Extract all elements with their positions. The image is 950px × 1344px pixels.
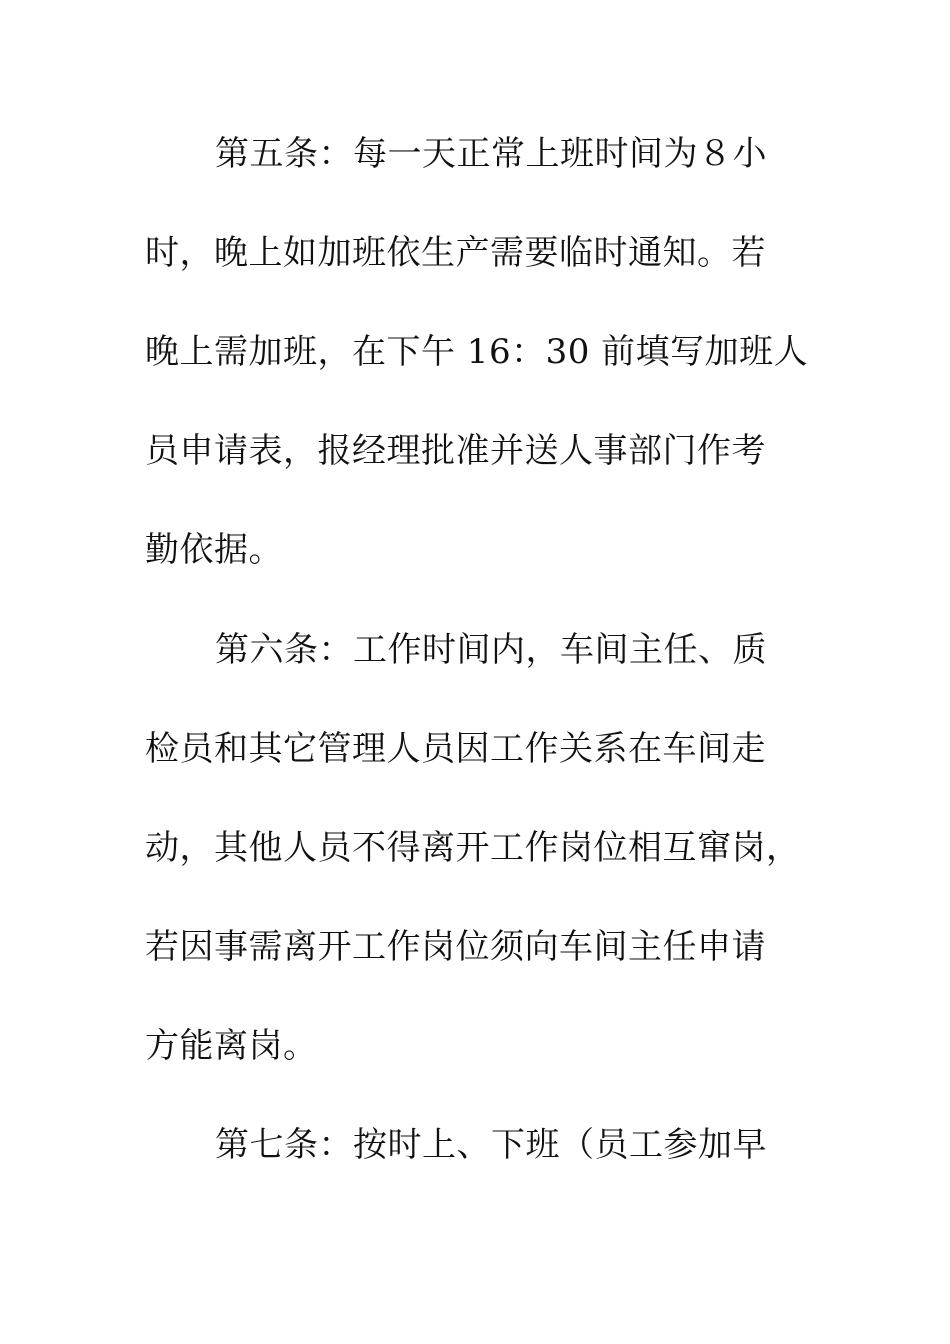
paragraph-article-5-line-4: 员申请表，报经理批准并送人事部门作考 — [145, 431, 766, 471]
paragraph-article-5-line-1: 第五条：每一天正常上班时间为８小 — [215, 134, 767, 174]
paragraph-article-5-line-3: 晚上需加班，在下午 16：30 前填写加班人 — [145, 332, 809, 372]
paragraph-article-6-line-3: 动，其他人员不得离开工作岗位相互窜岗， — [145, 828, 801, 868]
paragraph-article-6-line-2: 检员和其它管理人员因工作关系在车间走 — [145, 729, 766, 769]
paragraph-article-6-line-4: 若因事需离开工作岗位须向车间主任申请 — [145, 927, 766, 967]
paragraph-article-6-line-5: 方能离岗。 — [145, 1026, 318, 1066]
paragraph-article-6-line-1: 第六条：工作时间内，车间主任、质 — [215, 630, 767, 670]
paragraph-article-5-line-2: 时，晚上如加班依生产需要临时通知。若 — [145, 233, 766, 273]
paragraph-article-5-line-5: 勤依据。 — [145, 530, 283, 570]
paragraph-article-7-line-1: 第七条：按时上、下班（员工参加早 — [215, 1125, 767, 1165]
